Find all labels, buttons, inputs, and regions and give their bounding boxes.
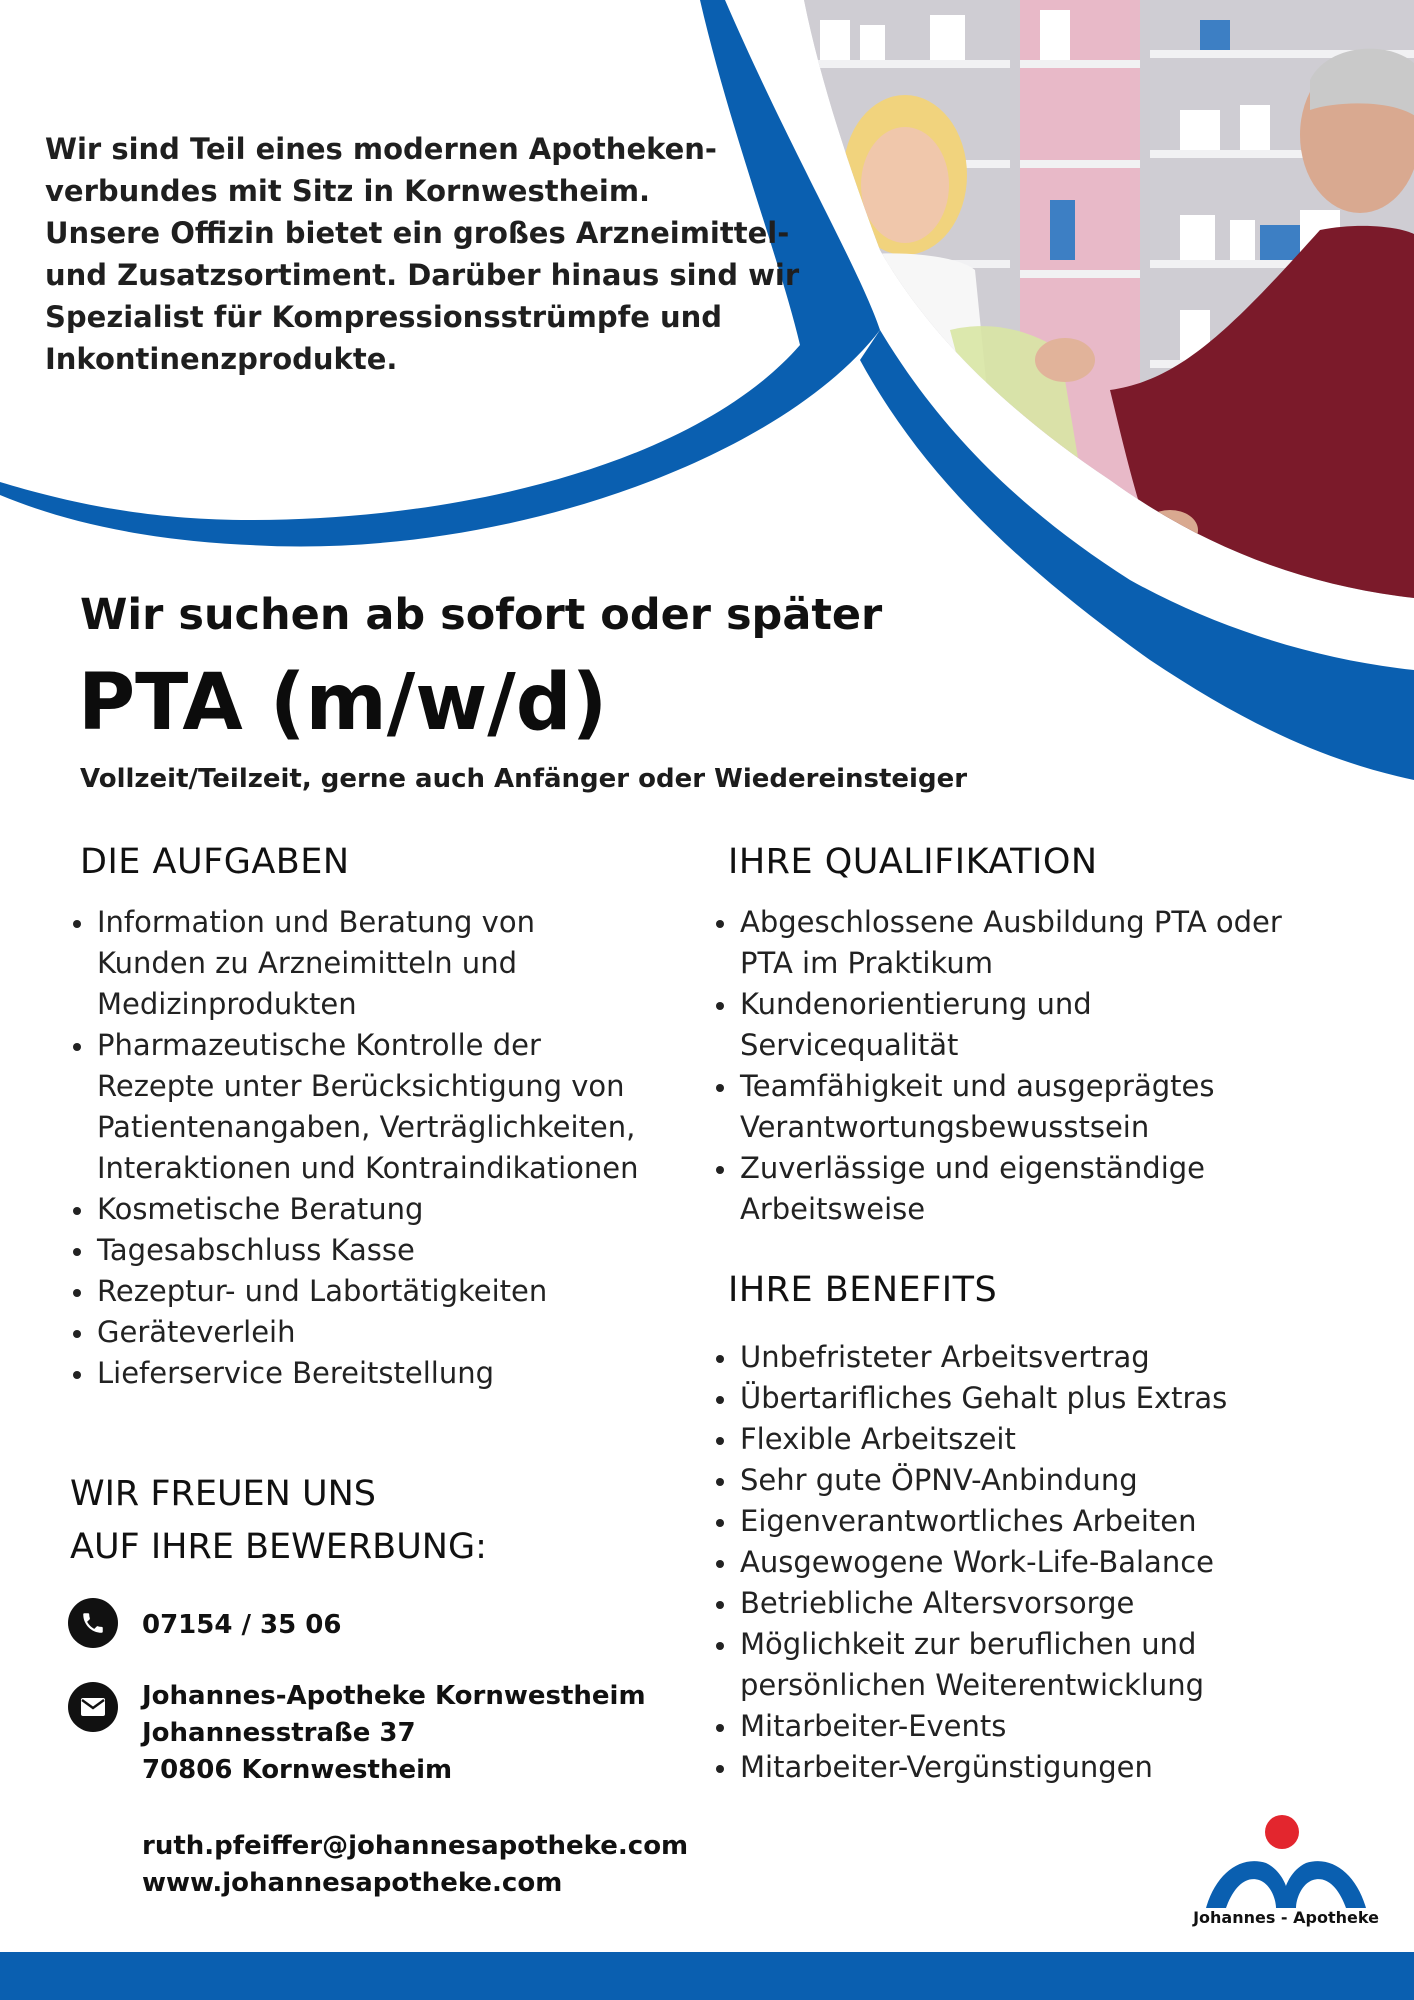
tasks-heading: DIE AUFGABEN <box>80 842 350 882</box>
task-line: Tagesabschluss Kasse <box>97 1233 415 1267</box>
list-item <box>70 1312 690 1353</box>
task-line: Information und Beratung von <box>97 905 535 939</box>
address-line: 70806 Kornwestheim <box>142 1755 453 1785</box>
task-line: Lieferservice Bereitstellung <box>97 1356 495 1390</box>
list-item <box>70 1271 690 1312</box>
list-item <box>713 902 1353 984</box>
qualification-heading: IHRE QUALIFIKATION <box>728 842 1098 882</box>
intro-line: und Zusatzsortiment. Darüber hinaus sind wir <box>45 258 800 292</box>
task-line: Pharmazeutische Kontrolle der <box>97 1028 541 1062</box>
mail-icon <box>68 1682 118 1732</box>
task-line: Kunden zu Arzneimitteln und <box>97 946 517 980</box>
list-item <box>713 1419 1353 1460</box>
benefits-list <box>713 1337 1353 1788</box>
job-title: PTA (m/w/d) <box>78 658 608 748</box>
intro-line: Unsere Offizin bietet ein großes Arzneimittel- <box>45 216 790 250</box>
task-line: Interaktionen und Kontraindikationen <box>97 1151 639 1185</box>
list-item <box>70 1025 690 1189</box>
intro-line: Wir sind Teil eines modernen Apotheken- <box>45 132 717 166</box>
intro-line: Inkontinenzprodukte. <box>45 342 398 376</box>
qualification-line: PTA im Praktikum <box>740 946 993 980</box>
list-item <box>70 1230 690 1271</box>
website-link[interactable]: www.johannesapotheke.com <box>142 1868 563 1898</box>
list-item <box>713 1706 1353 1747</box>
benefit-line: Betriebliche Altersvorsorge <box>740 1586 1135 1620</box>
task-line: Rezeptur- und Labortätigkeiten <box>97 1274 548 1308</box>
benefit-line: persönlichen Weiterentwicklung <box>740 1668 1204 1702</box>
apply-line: WIR FREUEN UNS <box>70 1474 376 1514</box>
search-lead-text: Wir suchen ab sofort oder später <box>80 590 883 640</box>
list-item <box>713 984 1353 1066</box>
phone-number[interactable]: 07154 / 35 06 <box>142 1610 342 1640</box>
postal-address <box>142 1678 646 1789</box>
employment-type-subline: Vollzeit/Teilzeit, gerne auch Anfänger oder Wiedereinsteiger <box>80 764 968 794</box>
address-line: Johannes-Apotheke Kornwestheim <box>142 1681 646 1711</box>
list-item <box>70 902 690 1025</box>
benefit-line: Unbefristeter Arbeitsvertrag <box>740 1340 1150 1374</box>
qualification-line: Teamfähigkeit und ausgeprägtes <box>740 1069 1215 1103</box>
benefit-line: Mitarbeiter-Vergünstigungen <box>740 1750 1153 1784</box>
task-line: Patientenangaben, Verträglichkeiten, <box>97 1110 636 1144</box>
qualification-line: Zuverlässige und eigenständige <box>740 1151 1206 1185</box>
task-line: Kosmetische Beratung <box>97 1192 424 1226</box>
apply-line: AUF IHRE BEWERBUNG: <box>70 1527 487 1567</box>
apply-callout <box>70 1468 487 1574</box>
benefits-heading: IHRE BENEFITS <box>728 1270 998 1310</box>
list-item <box>713 1460 1353 1501</box>
benefit-line: Flexible Arbeitszeit <box>740 1422 1016 1456</box>
list-item <box>70 1353 690 1394</box>
benefit-line: Möglichkeit zur beruflichen und <box>740 1627 1197 1661</box>
list-item <box>713 1583 1353 1624</box>
task-line: Rezepte unter Berücksichtigung von <box>97 1069 625 1103</box>
email-link[interactable]: ruth.pfeiffer@johannesapotheke.com <box>142 1831 689 1861</box>
list-item <box>713 1542 1353 1583</box>
intro-paragraph <box>45 128 805 380</box>
list-item <box>70 1189 690 1230</box>
qualification-line: Abgeschlossene Ausbildung PTA oder <box>740 905 1282 939</box>
benefit-line: Mitarbeiter-Events <box>740 1709 1007 1743</box>
qualification-line: Servicequalität <box>740 1028 959 1062</box>
list-item <box>713 1148 1353 1230</box>
qualification-line: Kundenorientierung und <box>740 987 1092 1021</box>
contact-links <box>142 1828 688 1902</box>
list-item <box>713 1624 1353 1706</box>
list-item <box>713 1747 1353 1788</box>
intro-line: verbundes mit Sitz in Kornwestheim. <box>45 174 651 208</box>
list-item <box>713 1378 1353 1419</box>
intro-line: Spezialist für Kompressionsstrümpfe und <box>45 300 723 334</box>
list-item <box>713 1066 1353 1148</box>
phone-icon <box>68 1598 118 1648</box>
qualification-list <box>713 902 1353 1230</box>
benefit-line: Sehr gute ÖPNV-Anbindung <box>740 1463 1138 1497</box>
list-item <box>713 1501 1353 1542</box>
benefit-line: Ausgewogene Work-Life-Balance <box>740 1545 1214 1579</box>
task-line: Medizinprodukten <box>97 987 357 1021</box>
qualification-line: Verantwortungsbewusstsein <box>740 1110 1150 1144</box>
tasks-list <box>70 902 690 1394</box>
task-line: Geräteverleih <box>97 1315 296 1349</box>
benefit-line: Eigenverantwortliches Arbeiten <box>740 1504 1197 1538</box>
list-item <box>713 1337 1353 1378</box>
qualification-line: Arbeitsweise <box>740 1192 926 1226</box>
benefit-line: Übertarifliches Gehalt plus Extras <box>740 1381 1228 1415</box>
address-line: Johannesstraße 37 <box>142 1718 416 1748</box>
footer-bar <box>0 1952 1414 2000</box>
logo-wordmark: Johannes - Apotheke <box>1193 1908 1379 1927</box>
